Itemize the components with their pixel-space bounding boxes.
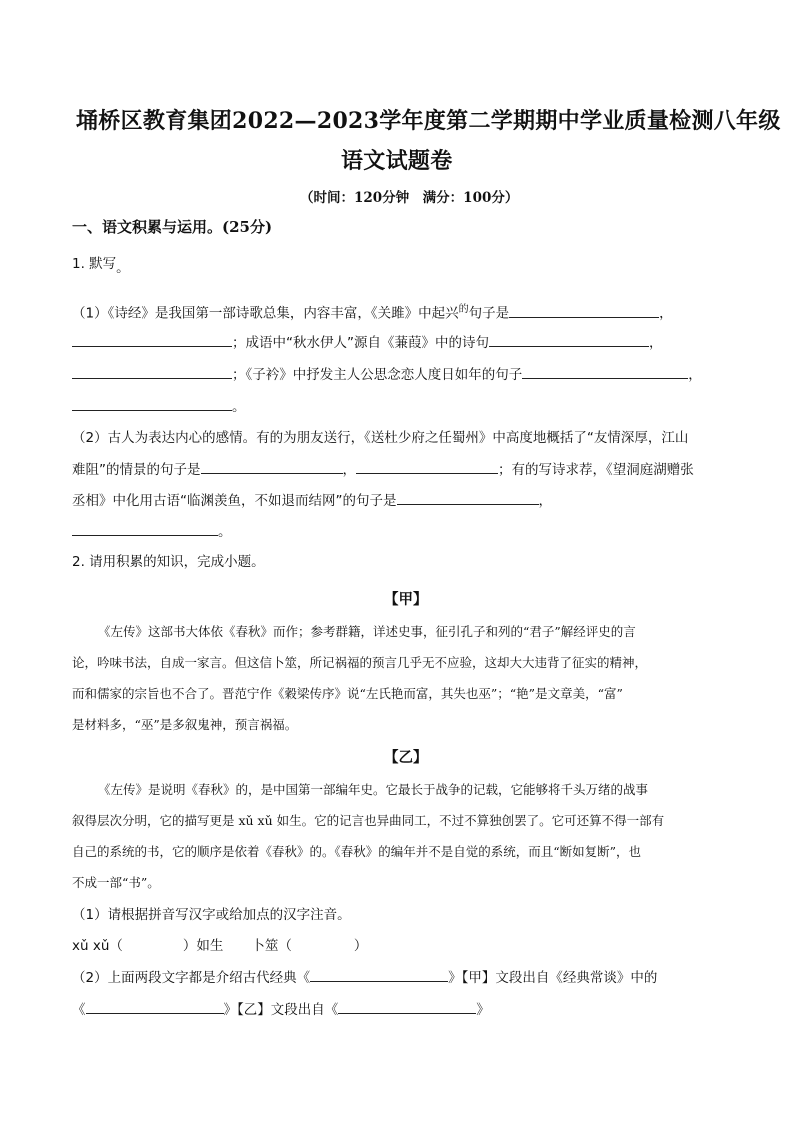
- passage-jia-line-3: 而和儒家的宗旨也不合了。晋范宁作《穀梁传序》说“左氏艳而富，其失也巫”；“艳”是文章美，“富”: [72, 686, 623, 701]
- q1-p2-text-a: （2）古人为表达内心的感情。有的为朋友送行，《送杜少府之任蜀州》中高度地概括了“友情深厚，江山: [72, 430, 689, 446]
- q2-sub2-text-e: 》: [476, 1002, 490, 1018]
- answer-blank-4[interactable]: [72, 364, 232, 379]
- bushi-tail: ）: [353, 938, 368, 954]
- comma: ，: [659, 305, 673, 322]
- q1-p2-text-d: 丞相》中化用古语“临渊羡鱼，不如退而结网”的句子是: [72, 493, 397, 509]
- question-2-label: 2. 请用积累的知识，完成小题。: [72, 554, 265, 570]
- q1-line-6: [72, 459, 694, 480]
- section-heading: 一、语文积累与运用。(25分): [72, 218, 273, 236]
- passage-jia-line-2: 论，吟味书法，自成一家言。但这信卜筮，所记祸福的预言几乎无不应验，这却大大违背了征实的精神，: [72, 655, 648, 670]
- answer-blank-10[interactable]: [72, 521, 218, 536]
- exam-title-line2: 语文试题卷: [341, 148, 453, 174]
- answer-blank-7[interactable]: [201, 459, 343, 474]
- answer-blank-8[interactable]: [356, 459, 498, 474]
- q2-sub2-text-d: 》【乙】文段出自《: [223, 1002, 339, 1018]
- q1-p1-sup: 的: [458, 304, 469, 315]
- period: 。: [218, 524, 232, 540]
- passage-yi-line-4: 不成一部“书”。: [72, 875, 160, 890]
- question-1-text: 1. 默写: [72, 256, 117, 272]
- answer-blank-11[interactable]: [310, 967, 448, 982]
- passage-yi-line-2: 叙得层次分明，它的描写更是 xǔ xǔ 如生。它的记言也异曲同工，不过不算独创罢了。它可还算不得一部有: [72, 813, 665, 828]
- q2-sub2-text-c: 《: [72, 1002, 86, 1018]
- q1-p1-text-b: 句子是: [468, 305, 510, 322]
- comma: ，: [342, 462, 356, 478]
- answer-blank-1[interactable]: [509, 303, 659, 318]
- q1-line-2: [72, 332, 663, 353]
- q2-sub2-text-b: 》【甲】文段出自《经典常谈》中的: [448, 970, 658, 986]
- comma: ，: [538, 493, 552, 509]
- answer-blank-6[interactable]: [72, 396, 232, 411]
- period: 。: [232, 399, 246, 415]
- q1-line-3: [72, 364, 702, 385]
- q2-sub2-text-a: （2）上面两段文字都是介绍古代经典《: [72, 970, 311, 986]
- comma: ，: [688, 367, 702, 383]
- bushi-label: 卜筮（: [251, 938, 292, 954]
- exam-info: （时间：120分钟 满分：100分）: [300, 190, 519, 206]
- passage-jia-heading: 【甲】: [384, 591, 428, 608]
- q1-p2-text-c: ；有的写诗求荐，《望洞庭湖赠张: [498, 462, 694, 478]
- passage-yi-line-1: 《左传》是说明《春秋》的，是中国第一部编年史。它最长于战争的记载，它能够将千头万绪的战事: [98, 782, 649, 797]
- passage-yi-line-3: 自己的系统的书，它的顺序是依着《春秋》的。《春秋》的编年并不是自觉的系统，而且“断如复断”，也: [72, 844, 642, 859]
- answer-blank-2[interactable]: [72, 332, 232, 347]
- exam-title-line1: 埇桥区教育集团2022—2023学年度第二学期期中学业质量检测八年级: [76, 108, 781, 134]
- q1-p1-text-c: ；成语中“秋水伊人”源自《蒹葭》中的诗句: [232, 335, 489, 351]
- q2-pinyin-line: [72, 936, 367, 956]
- passage-jia-line-1: 《左传》这部书大体依《春秋》而作；参考群籍，详述史事，征引孔子和列的“君子”解经评史的言: [98, 624, 636, 639]
- answer-blank-5[interactable]: [522, 364, 688, 379]
- q2-sub1: （1）请根据拼音写汉字或给加点的汉字注音。: [72, 907, 351, 923]
- q2-sub2-line-1: [72, 967, 657, 988]
- q1-p1-text-a: （1）《诗经》是我国第一部诗歌总集，内容丰富，《关雎》中起兴: [72, 305, 459, 322]
- q1-line-4: [72, 396, 246, 417]
- q1-p1-text-d: ；《子衿》中抒发主人公思念恋人度日如年的句子: [232, 367, 523, 383]
- answer-blank-9[interactable]: [397, 490, 539, 505]
- question-1-dot: 。: [116, 260, 130, 276]
- q1-line-1: [72, 300, 673, 324]
- question-1-label: [72, 254, 130, 274]
- answer-blank-3[interactable]: [489, 332, 649, 347]
- pinyin-label: xǔ xǔ（: [72, 938, 123, 954]
- q1-line-7: [72, 490, 552, 511]
- q2-sub2-line-2: [72, 999, 490, 1020]
- q1-line-8: [72, 521, 232, 542]
- answer-blank-13[interactable]: [338, 999, 476, 1014]
- q1-p2-text-b: 难阻”的情景的句子是: [72, 462, 201, 478]
- answer-blank-12[interactable]: [86, 999, 224, 1014]
- passage-yi-heading: 【乙】: [384, 749, 428, 766]
- q1-line-5: [72, 428, 688, 448]
- passage-jia-line-4: 是材料多，“巫”是多叙鬼神，预言祸福。: [72, 717, 298, 732]
- pinyin-tail: ）如生: [182, 938, 224, 954]
- comma: ，: [649, 335, 663, 351]
